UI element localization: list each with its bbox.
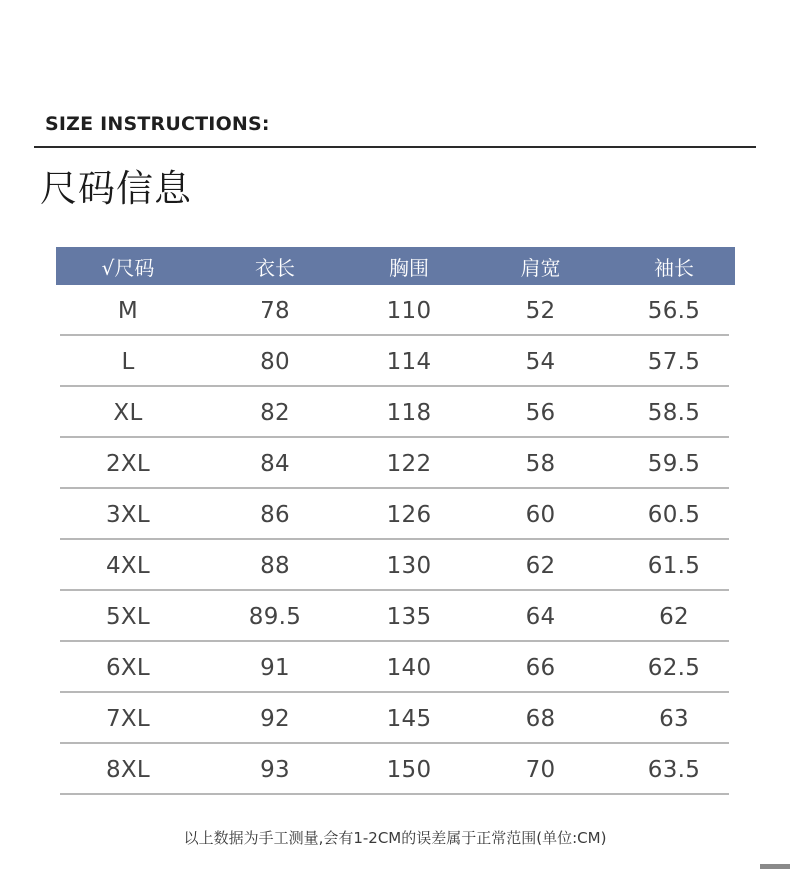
size-cell: M xyxy=(117,297,139,324)
sleeve-cell: 57.5 xyxy=(647,348,701,375)
chest-cell: 114 xyxy=(386,348,432,375)
sleeve-cell: 60.5 xyxy=(647,501,701,528)
size-cell: 7XL xyxy=(105,705,151,732)
shoulder-cell: 56 xyxy=(525,399,556,426)
sleeve-cell: 61.5 xyxy=(647,552,701,579)
size-cell: L xyxy=(121,348,135,375)
chest-cell: 150 xyxy=(386,756,432,783)
header-sleeve: 袖长 xyxy=(654,255,694,280)
shoulder-cell: 52 xyxy=(525,297,556,324)
heading-en: SIZE INSTRUCTIONS: xyxy=(45,113,270,135)
sleeve-cell: 63.5 xyxy=(647,756,701,783)
table-row xyxy=(56,591,735,642)
header-length: 衣长 xyxy=(255,255,295,280)
chest-cell: 135 xyxy=(386,603,432,630)
length-cell: 78 xyxy=(260,297,290,324)
length-cell: 84 xyxy=(260,450,290,477)
size-cell: 3XL xyxy=(105,501,151,528)
size-cell: 2XL xyxy=(105,450,151,477)
size-table xyxy=(56,247,735,795)
table-row xyxy=(56,744,735,795)
chest-cell: 122 xyxy=(386,450,432,477)
chest-cell: 140 xyxy=(386,654,432,681)
sleeve-cell: 58.5 xyxy=(647,399,701,426)
shoulder-cell: 68 xyxy=(525,705,556,732)
chest-cell: 126 xyxy=(386,501,432,528)
table-row xyxy=(56,285,735,336)
sleeve-cell: 63 xyxy=(659,705,689,732)
sleeve-cell: 59.5 xyxy=(647,450,701,477)
sleeve-cell: 62 xyxy=(659,603,689,630)
size-cell: XL xyxy=(113,399,143,426)
row-divider xyxy=(60,793,729,795)
chest-cell: 110 xyxy=(386,297,432,324)
length-cell: 92 xyxy=(260,705,290,732)
table-body xyxy=(56,285,735,795)
shoulder-cell: 66 xyxy=(525,654,556,681)
size-cell: 6XL xyxy=(105,654,151,681)
heading-divider xyxy=(34,146,756,148)
table-header-row xyxy=(56,247,735,285)
table-row xyxy=(56,438,735,489)
size-cell: 4XL xyxy=(105,552,151,579)
length-cell: 80 xyxy=(260,348,290,375)
length-cell: 88 xyxy=(260,552,290,579)
footnote: 以上数据为手工测量,会有1-2CM的误差属于正常范围(单位:CM) xyxy=(183,829,607,847)
table-row xyxy=(56,387,735,438)
table-row xyxy=(56,336,735,387)
shoulder-cell: 54 xyxy=(525,348,556,375)
shoulder-cell: 62 xyxy=(525,552,556,579)
chest-cell: 145 xyxy=(386,705,432,732)
length-cell: 82 xyxy=(260,399,290,426)
length-cell: 91 xyxy=(260,654,290,681)
chest-cell: 118 xyxy=(386,399,432,426)
sleeve-cell: 56.5 xyxy=(647,297,701,324)
header-shoulder: 肩宽 xyxy=(520,255,561,280)
length-cell: 89.5 xyxy=(248,603,302,630)
size-cell: 5XL xyxy=(105,603,151,630)
heading-cn: 尺码信息 xyxy=(40,167,192,210)
shoulder-cell: 64 xyxy=(525,603,556,630)
shoulder-cell: 70 xyxy=(525,756,556,783)
size-cell: 8XL xyxy=(105,756,151,783)
chest-cell: 130 xyxy=(386,552,432,579)
header-chest: 胸围 xyxy=(389,255,429,280)
table-row xyxy=(56,489,735,540)
length-cell: 93 xyxy=(260,756,290,783)
table-row xyxy=(56,693,735,744)
shoulder-cell: 60 xyxy=(525,501,556,528)
length-cell: 86 xyxy=(260,501,290,528)
sleeve-cell: 62.5 xyxy=(647,654,701,681)
header-size: √尺码 xyxy=(101,255,155,280)
shoulder-cell: 58 xyxy=(525,450,556,477)
table-row xyxy=(56,540,735,591)
corner-mark xyxy=(760,864,790,869)
table-row xyxy=(56,642,735,693)
